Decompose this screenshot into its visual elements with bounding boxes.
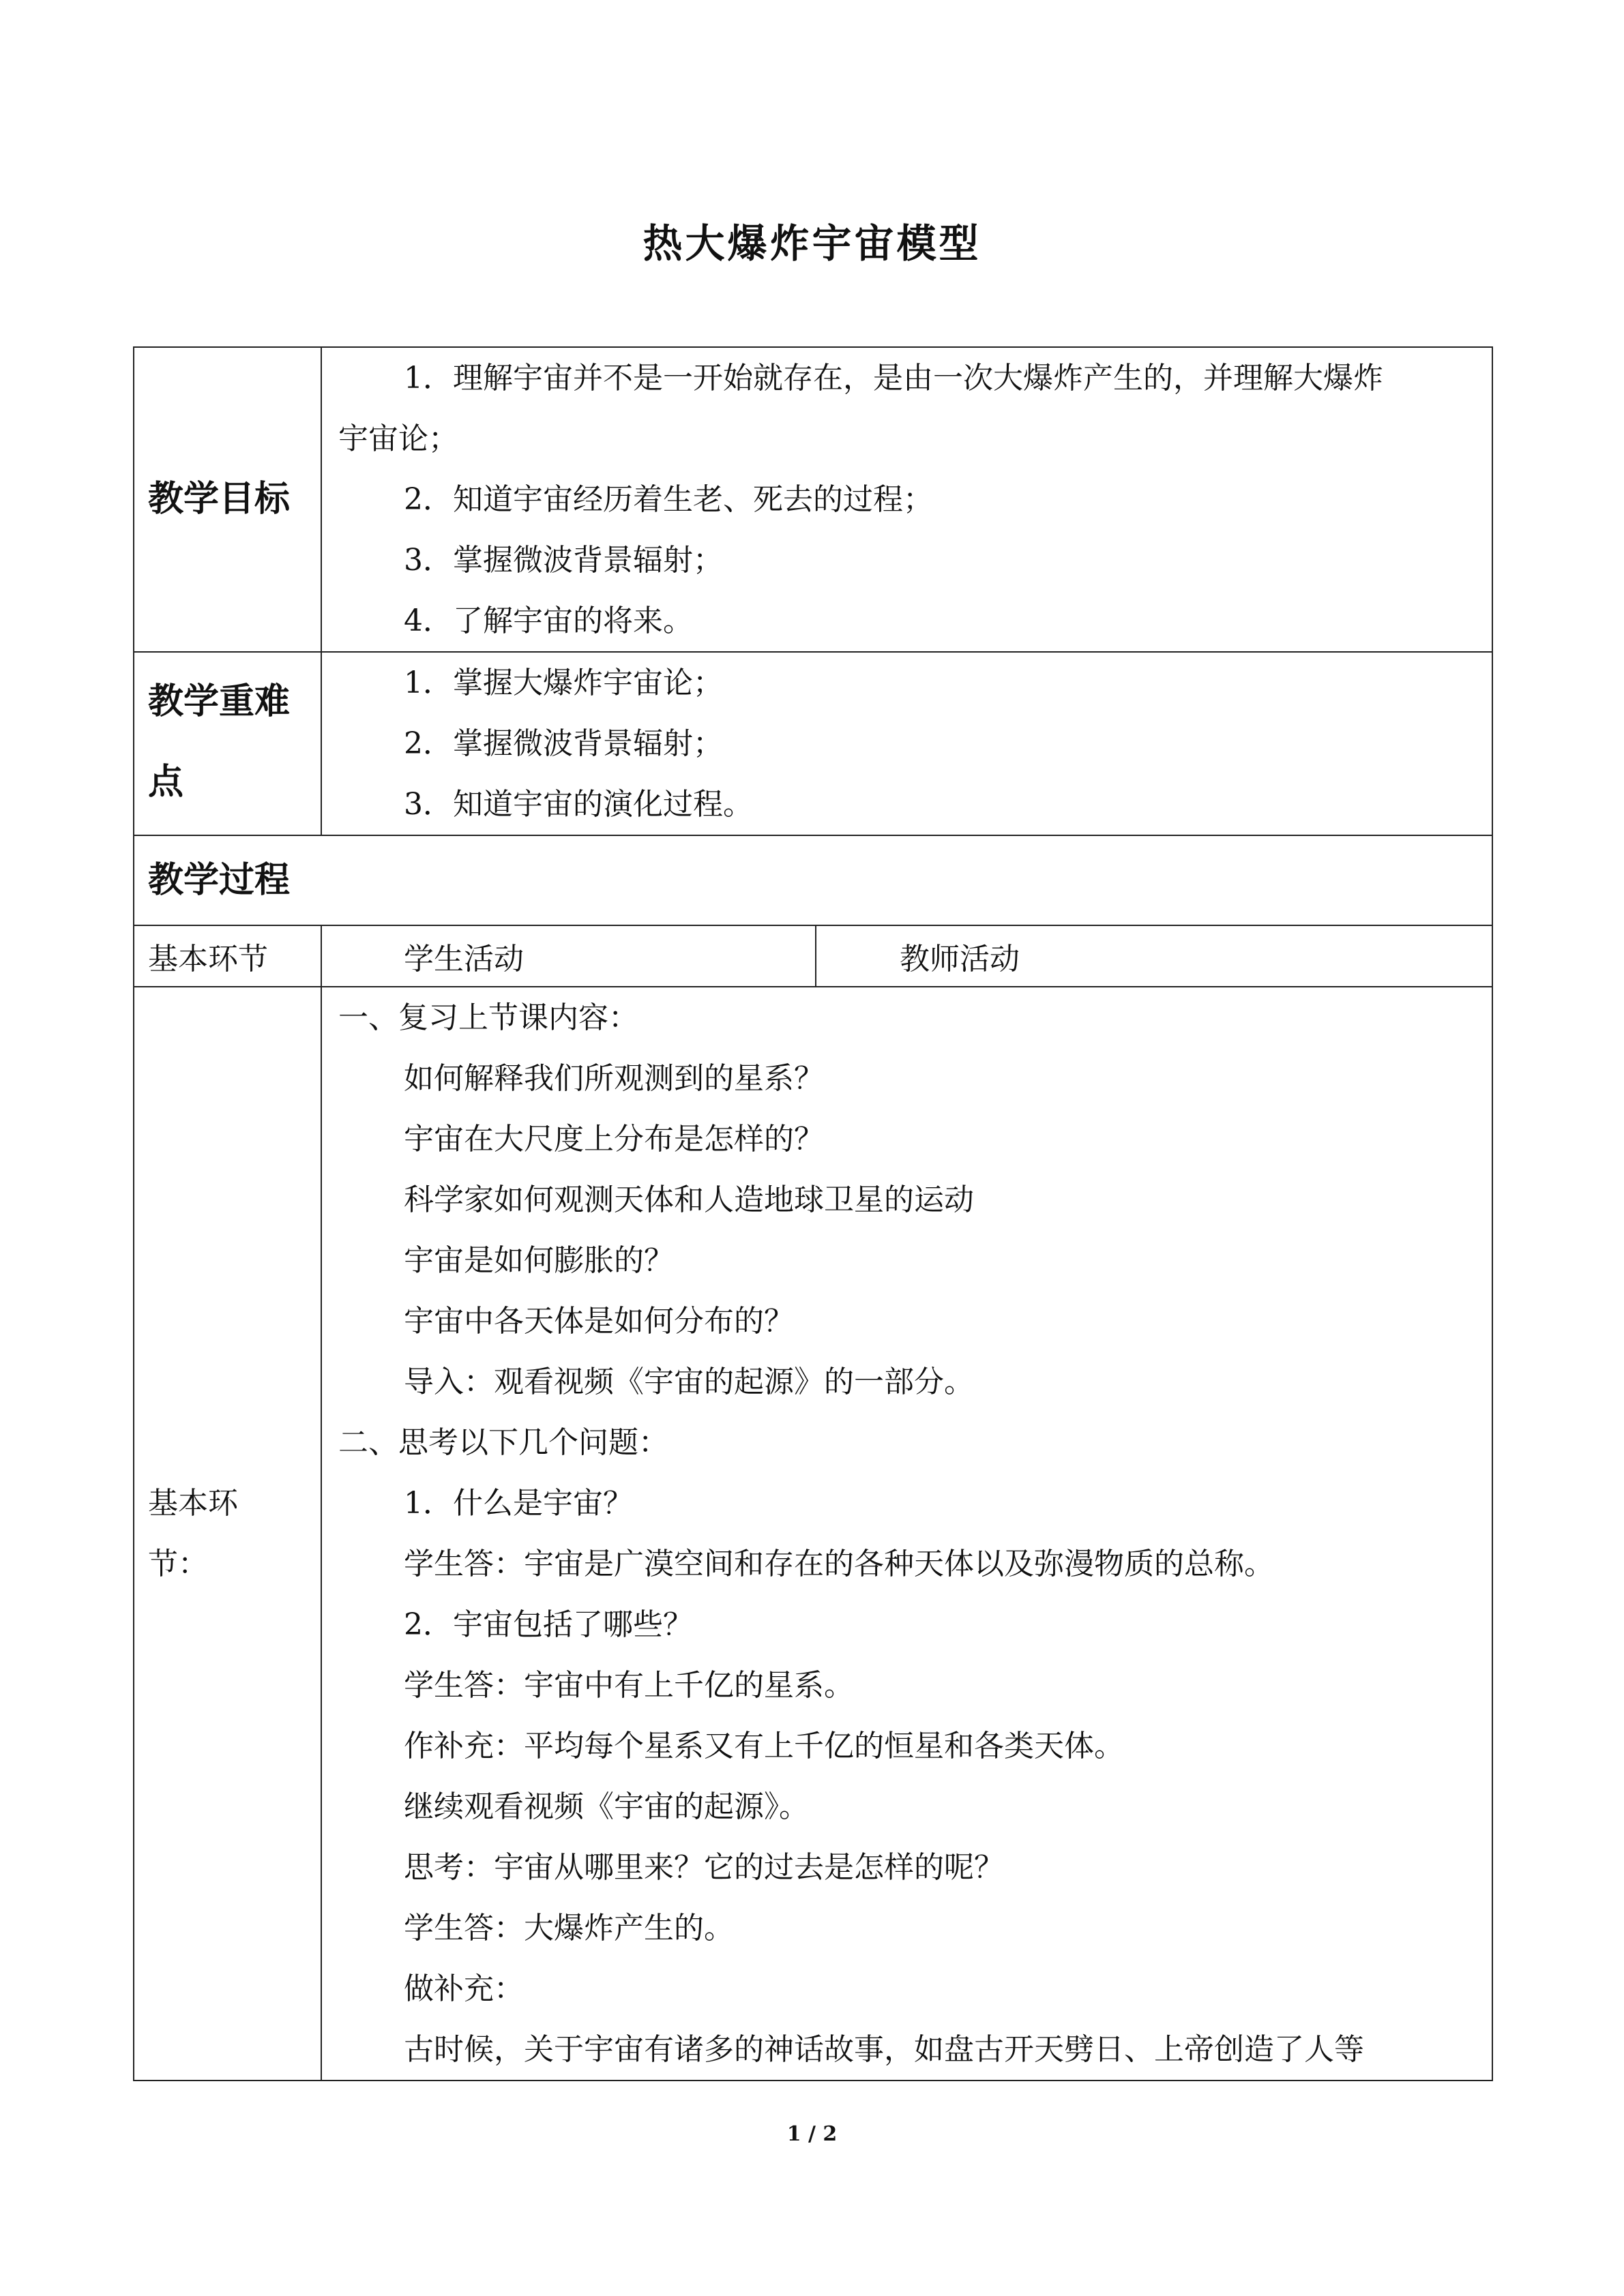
column-header-1-label: 基本环节: [148, 942, 268, 976]
goals-item-1-line-2: 宇宙论；: [338, 421, 458, 456]
goals-content-cell: [321, 347, 1492, 652]
body-line: 宇宙是如何膨胀的？: [404, 1243, 674, 1278]
body-line: 学生答：宇宙中有上千亿的星系。: [404, 1668, 854, 1703]
keypoints-label-line-2: 点: [148, 762, 184, 803]
body-line: 思考：宇宙从哪里来？它的过去是怎样的呢？: [404, 1850, 1004, 1885]
lesson-plan-table: [133, 346, 1493, 2081]
process-cell: [134, 835, 1492, 925]
body-line: 2．宇宙包括了哪些？: [404, 1607, 693, 1642]
body-line: 做补充：: [404, 1971, 524, 2006]
keypoints-label-line-1: 教学重难: [148, 681, 291, 722]
body-line: 导入：观看视频《宇宙的起源》的一部分。: [404, 1365, 974, 1399]
keypoints-content-cell: [321, 652, 1492, 835]
process-label: 教学过程: [148, 859, 291, 901]
goals-label: 教学目标: [148, 479, 291, 520]
keypoints-item-3: 3．知道宇宙的演化过程。: [404, 787, 753, 822]
column-header-2-label: 学生活动: [404, 942, 524, 976]
body-line: 宇宙中各天体是如何分布的？: [404, 1304, 794, 1339]
goals-item-4: 4．了解宇宙的将来。: [404, 603, 693, 638]
goals-item-1-line-1: 1．理解宇宙并不是一开始就存在，是由一次大爆炸产生的，并理解大爆炸: [404, 361, 1383, 396]
body-line: 二、思考以下几个问题：: [338, 1425, 668, 1460]
goals-item-2: 2．知道宇宙经历着生老、死去的过程；: [404, 482, 933, 517]
body-line: 科学家如何观测天体和人造地球卫星的运动: [404, 1182, 974, 1217]
body-line: 一、复习上节课内容：: [338, 1000, 638, 1035]
document-title: 热大爆炸宇宙模型: [643, 220, 981, 267]
keypoints-item-2: 2．掌握微波背景辐射；: [404, 726, 723, 761]
body-line: 继续观看视频《宇宙的起源》。: [404, 1789, 809, 1824]
body-label-line-2: 节：: [148, 1547, 208, 1581]
body-line: 如何解释我们所观测到的星系？: [404, 1061, 824, 1096]
body-line: 学生答：大爆炸产生的。: [404, 1911, 734, 1945]
body-line: 1．什么是宇宙？: [404, 1486, 633, 1521]
body-line: 作补充：平均每个星系又有上千亿的恒星和各类天体。: [404, 1729, 1124, 1763]
body-line: 古时候，关于宇宙有诸多的神话故事，如盘古开天劈日、上帝创造了人等: [404, 2032, 1364, 2067]
goals-label-cell: [134, 347, 321, 652]
body-content-cell: [321, 987, 1492, 2081]
process-row: [134, 835, 1492, 925]
goals-row: [134, 347, 1492, 652]
keypoints-row: [134, 652, 1492, 835]
body-label-line-1: 基本环: [148, 1486, 238, 1521]
goals-item-3: 3．掌握微波背景辐射；: [404, 543, 723, 578]
column-header-1: [134, 925, 321, 987]
body-line: 学生答：宇宙是广漠空间和存在的各种天体以及弥漫物质的总称。: [404, 1547, 1274, 1581]
page-number: 1 / 2: [786, 2122, 838, 2146]
keypoints-label-cell: [134, 652, 321, 835]
column-header-row: [134, 925, 1492, 987]
body-label-cell: [134, 987, 321, 2081]
column-header-3: [816, 925, 1492, 987]
column-header-3-label: 教师活动: [900, 942, 1020, 976]
column-header-2: [321, 925, 816, 987]
keypoints-item-1: 1．掌握大爆炸宇宙论；: [404, 666, 723, 700]
body-row: [134, 987, 1492, 2081]
body-line: 宇宙在大尺度上分布是怎样的？: [404, 1122, 824, 1157]
